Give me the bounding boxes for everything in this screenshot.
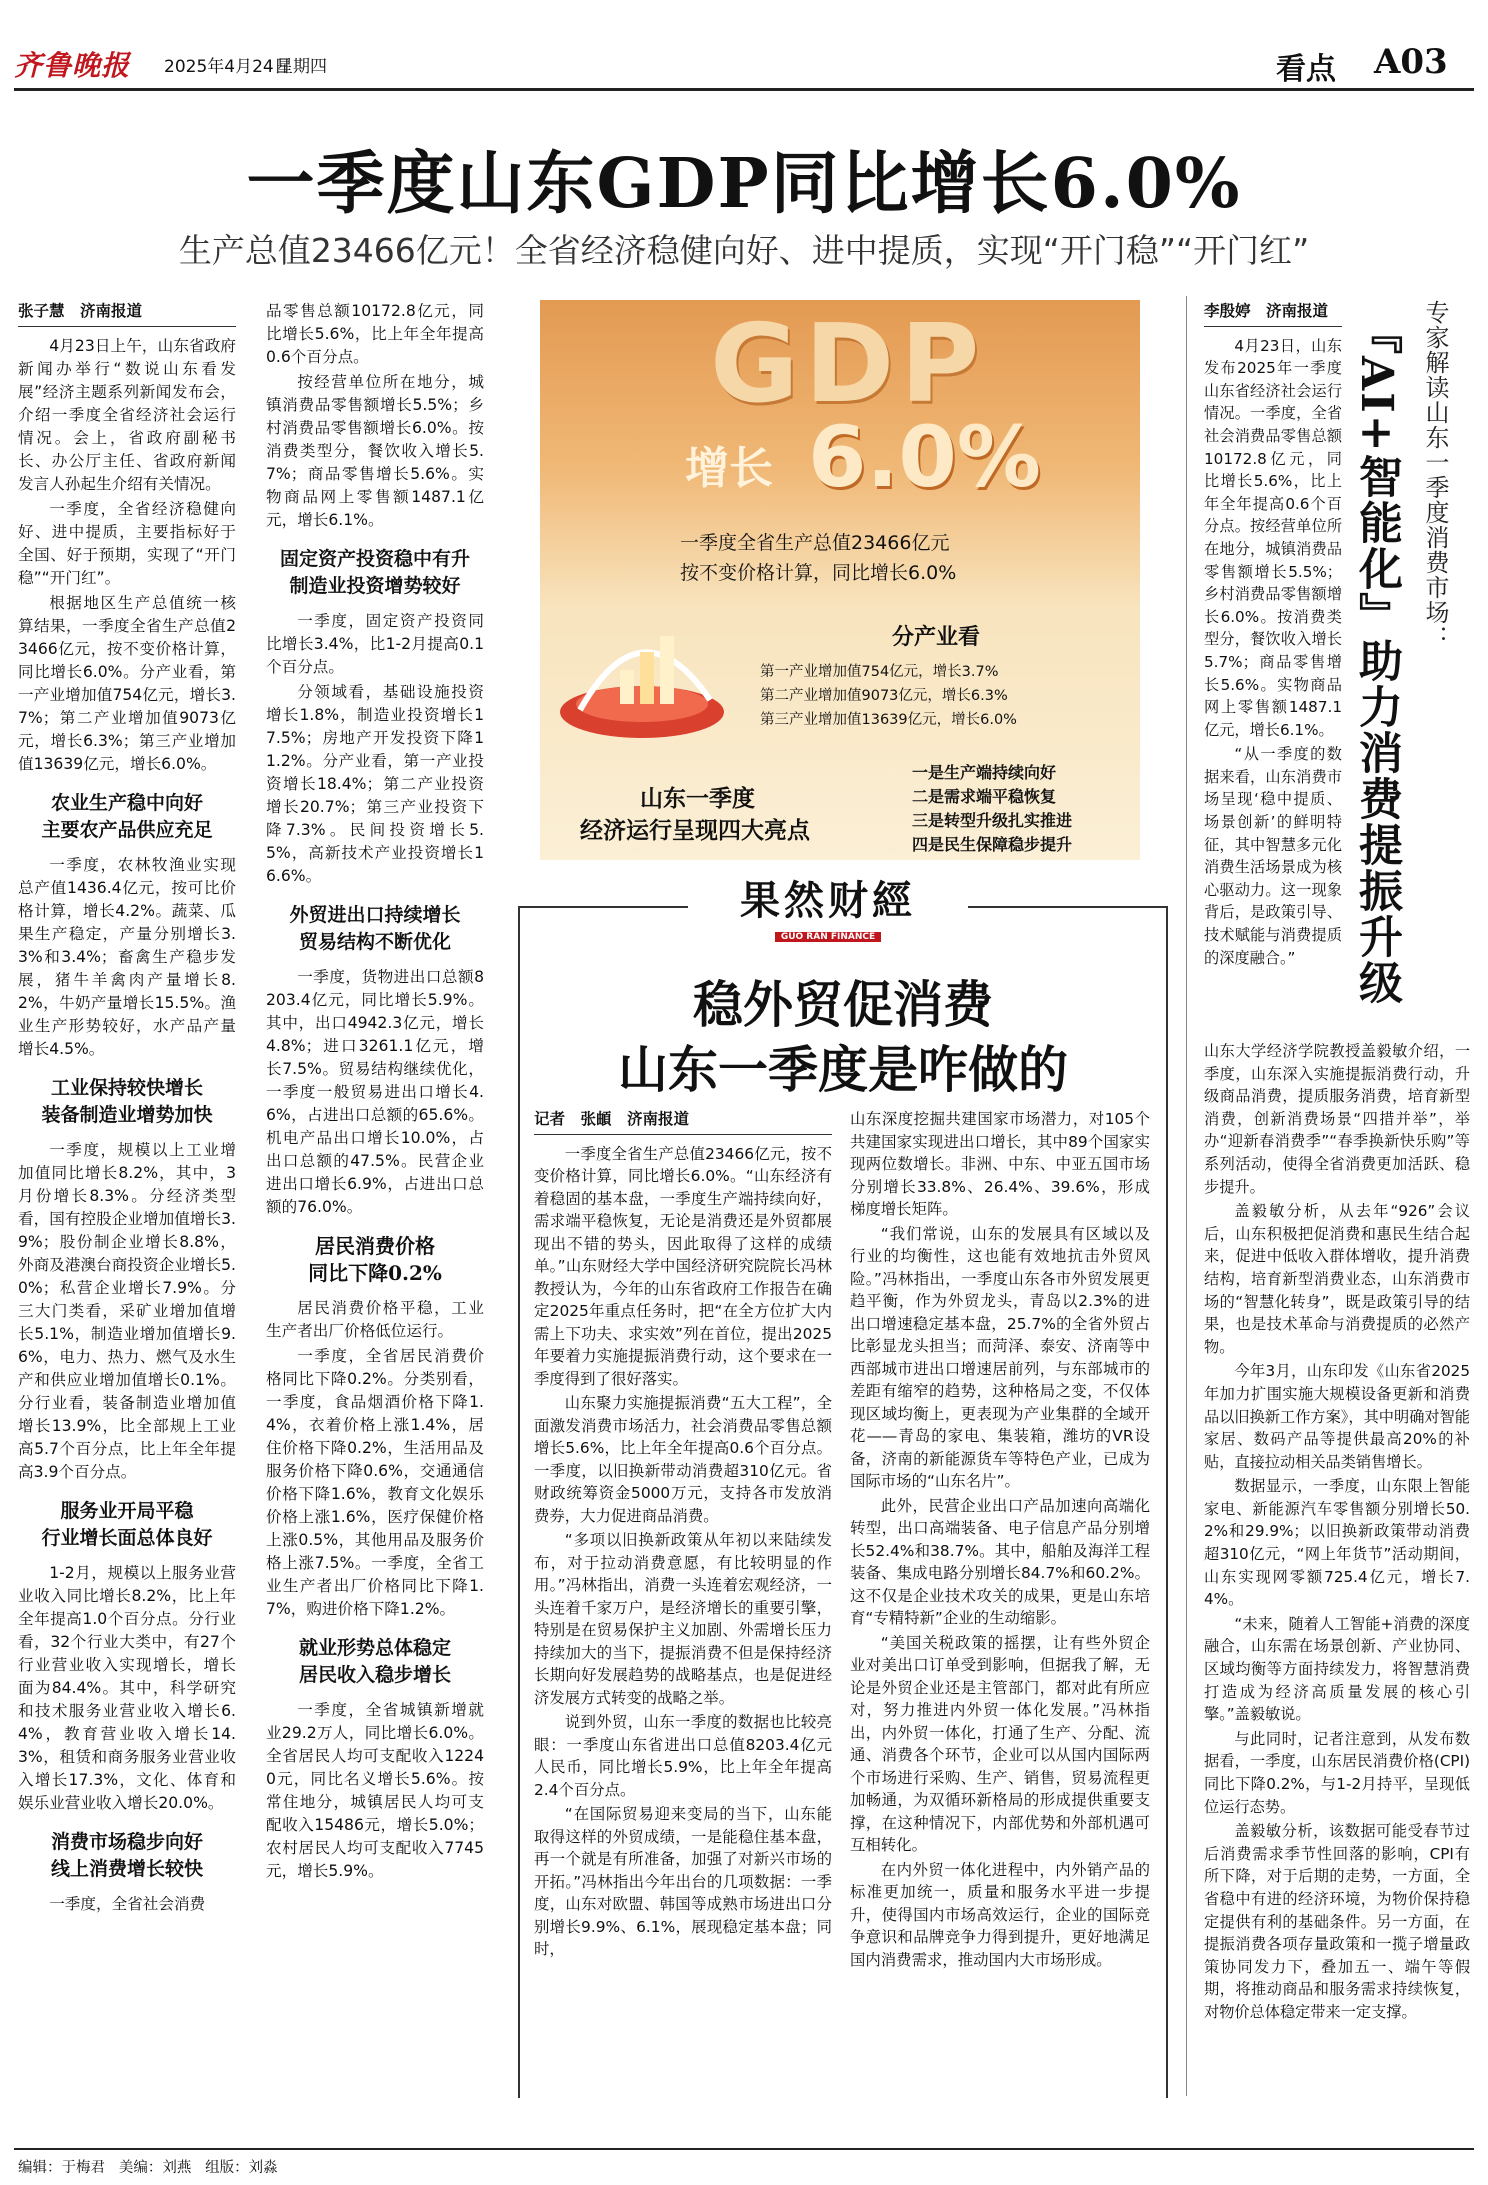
byline-main: 张子慧 济南报道 — [18, 300, 236, 327]
paragraph: 一季度全省生产总值23466亿元，按不变价格计算，同比增长6.0%。“山东经济有着稳固的基本盘，一季度生产端持续向好，需求端平稳恢复，无论是消费还是外贸都展现出不错的势头，因此取得了这样的成绩单。”山东财经大学中国经济研究院院长冯林教授认为，今年的山东省政府工作报告在确定2025年重点任务时，把“在全方位扩大内需上下功夫、求实效”列在首位，提出2025年要着力实施提振消费行动，这个要求在一季度得到了很好落实。 — [534, 1144, 832, 1388]
finance-column-a — [534, 1108, 832, 1963]
finance-title-1: 稳外贸促消费 — [693, 975, 993, 1034]
subheading: 农业生产稳中向好 主要农产品供应充足 — [41, 792, 213, 841]
footer-credits — [18, 2156, 278, 2177]
finance-column-b — [850, 1108, 1150, 1973]
paragraph: 品零售总额10172.8亿元，同比增长5.6%，比上年全年提高0.6个百分点。 — [266, 302, 484, 366]
issue-weekday: 星期四 — [276, 57, 327, 77]
paper-logo: 齐鲁晚报 — [14, 49, 131, 82]
paragraph: “未来，随着人工智能+消费的深度融合，山东需在场景创新、产业协同、区域均衡等方面持续发力，将智慧消费打造成为经济高质量发展的核心引擎。”盖毅敏说。 — [1204, 1614, 1470, 1724]
paragraph: 一季度，全省居民消费价格同比下降0.2%。分类别看，一季度，食品烟酒价格下降1.4%，衣着价格上涨1.4%，居住价格下降0.2%，生活用品及服务价格下降0.6%，交通通信价格下降1.6%，教育文化娱乐价格上涨1.6%，医疗保健价格上涨0.5%，其他用品及服务价格上涨7.5%。一季度，全省工业生产者出厂价格同比下降1.7%，购进价格下降1.2%。 — [266, 1347, 484, 1618]
paragraph: 说到外贸，山东一季度的数据也比较亮眼：一季度山东省进出口总值8203.4亿元人民币，同比增长5.9%，比上年全年提高2.4个百分点。 — [534, 1713, 832, 1799]
growth-value: 6.0% — [808, 408, 1041, 506]
paragraph: 山东深度挖掘共建国家市场潜力，对105个共建国家实现进出口增长，其中89个国家实现两位数增长。非洲、中东、中亚五国市场分别增长33.8%、26.4%、39.6%，形成梯度增长矩阵。 — [850, 1110, 1150, 1218]
footer-layout: 组版：刘淼 — [205, 2160, 278, 2176]
paragraph: 一季度，全省城镇新增就业29.2万人，同比增长6.0%。全省居民人均可支配收入12240元，同比名义增长5.6%。按常住地分，城镇居民人均可支配收入15486元，增长5.0%；农村居民人均可支配收入7745元，增长5.9%。 — [266, 1701, 484, 1880]
section-name: 看点 — [1276, 52, 1336, 87]
paragraph: 4月23日上午，山东省政府新闻办举行“数说山东看发展”经济主题系列新闻发布会，介绍一季度全省经济社会运行情况。会上，省政府副秘书长、办公厅主任、省政府新闻发言人孙起生介绍有关情况。 — [18, 337, 236, 493]
finance-logo: 果然财經 — [740, 877, 916, 924]
growth-label: 增长 — [685, 443, 773, 494]
subheading: 就业形势总体稳定 居民收入稳步增长 — [298, 1637, 451, 1686]
paragraph: “美国关税政策的摇摆，让有些外贸企业对美出口订单受到影响，但据我了解，无论是外贸企业还是主管部门，都对此有所应对，努力推进内外贸一体化发展。”冯林指出，内外贸一体化，打通了生产、分配、流通、消费各个环节，企业可以从国内国际两个市场进行采购、生产、销售，贸易流程更加畅通，为双循环新格局的形成提供重要支撑，在这种情况下，内部优势和外部机遇可互相转化。 — [850, 1633, 1150, 1854]
paragraph: 4月23日，山东发布2025年一季度山东省经济社会运行情况。一季度，全省社会消费品零售总额10172.8亿元，同比增长5.6%，比上年全年提高0.6个百分点。按经营单位所在地分，城镇消费品零售额增长5.5%；乡村消费品零售额增长6.0%。按消费类型分，餐饮收入增长5.7%；商品零售增长5.6%。实物商品网上零售额1487.1亿元，增长6.1%。 — [1204, 336, 1342, 739]
paragraph: 数据显示，一季度，山东限上智能家电、新能源汽车零售额分别增长50.2%和29.9%；以旧换新政策带动消费超310亿元，“网上年货节”活动期间，山东实现网零额725.4亿元，增长7.4%。 — [1204, 1477, 1470, 1609]
main-headline: 一季度山东GDP同比增长6.0% — [246, 144, 1242, 224]
column-divider — [1186, 296, 1187, 2096]
highlight-title-2: 经济运行呈现四大亮点 — [580, 818, 810, 844]
article-column-1 — [18, 300, 236, 1918]
paragraph: 一季度，全省社会消费 — [49, 1895, 206, 1913]
gdp-summary-line-2: 按不变价格计算，同比增长6.0% — [680, 562, 957, 584]
finance-title-2: 山东一季度是咋做的 — [618, 1040, 1068, 1099]
subheading: 服务业开局平稳 行业增长面总体良好 — [41, 1500, 213, 1549]
highlight-3: 三是转型升级扎实推进 — [912, 811, 1073, 830]
paragraph: 一季度，固定资产投资同比增长3.4%，比1-2月提高0.1个百分点。 — [266, 612, 484, 676]
industry-line-1: 第一产业增加值754亿元，增长3.7% — [760, 664, 999, 680]
paragraph: “我们常说，山东的发展具有区域以及行业的均衡性，这也能有效地抗击外贸风险。”冯林指出，一季度山东各市外贸发展更趋平衡，作为外贸龙头，青岛以2.3%的进出口增速稳定基本盘，25.7%的全省外贸占比彰显龙头担当；而菏泽、泰安、济南等中西部城市进出口增速居前列，与东部城市的差距有缩窄的趋势，这种格局之变，不仅体现区域均衡上，更表现为产业集群的全域开花——青岛的家电、集装箱，潍坊的VR设备，济南的新能源货车等特色产业，已成为国际市场的“山东名片”。 — [850, 1224, 1150, 1490]
paragraph: 盖毅敏分析，从去年“926”会议后，山东积极把促消费和惠民生结合起来，促进中低收入群体增收，提升消费结构，培育新型消费业态，山东消费市场的“智慧化转身”，既是政策引导的结果，也是技术革命与消费提质的必然产物。 — [1204, 1202, 1470, 1356]
industry-line-2: 第二产业增加值9073亿元，增长6.3% — [760, 688, 1008, 704]
paragraph: “多项以旧换新政策从年初以来陆续发布，对于拉动消费意愿，有比较明显的作用。”冯林指出，消费一头连着宏观经济，一头连着千家万户，是经济增长的重要引擎，特别是在贸易保护主义加剧、外需增长压力持续加大的当下，提振消费不但是保持经济长期向好发展趋势的战略基点，也是促进经济发展方式转变的战略之举。 — [534, 1531, 832, 1707]
paragraph: “从一季度的数据来看，山东消费市场呈现‘稳中提质、场景创新’的鲜明特征，其中智慧多元化消费生活场景成为核心驱动力。这一现象背后，是政策引导、技术赋能与消费提质的深度融合。” — [1204, 745, 1342, 967]
paragraph: 根据地区生产总值统一核算结果，一季度全省生产总值23466亿元，按不变价格计算，同比增长6.0%。分产业看，第一产业增加值754亿元，增长3.7%；第二产业增加值9073亿元，增长6.3%；第三产业增加值13639亿元，增长6.0%。 — [18, 594, 236, 773]
highlight-1: 一是生产端持续向好 — [912, 763, 1057, 782]
paragraph: 一季度，全省经济稳健向好、进中提质，主要指标好于全国、好于预期，实现了“开门稳”“开门红”。 — [18, 500, 236, 587]
gdp-infographic — [540, 300, 1140, 860]
paragraph: “在国际贸易迎来变局的当下，山东能取得这样的外贸成绩，一是能稳住基本盘，再一个就是有所准备，加强了对新兴市场的开拓。”冯林指出今年出台的几项数据：一季度，山东对欧盟、韩国等成熟市场进出口分别增长9.9%、6.1%，展现稳定基本盘；同时， — [534, 1805, 832, 1958]
paragraph: 此外，民营企业出口产品加速向高端化转型，出口高端装备、电子信息产品分别增长52.4%和38.7%。其中，船舶及海洋工程装备、集成电路分别增长84.7%和60.2%。这不仅是企业技术攻关的成果，更是山东培育“专精特新”企业的生动缩影。 — [850, 1496, 1150, 1627]
ai-kicker: 专家解读山东一季度消费市场： — [1421, 300, 1449, 650]
paragraph: 山东聚力实施提振消费“五大工程”，全面激发消费市场活力，社会消费品零售总额增长5.6%，比上年全年提高0.6个百分点。一季度，以旧换新带动消费超310亿元。省财政统筹资金5000万元，支持各市发放消费券，大力促进商品消费。 — [534, 1394, 832, 1525]
masthead — [14, 42, 1474, 87]
ai-column-wide — [1204, 1040, 1470, 2026]
paragraph: 居民消费价格平稳，工业生产者出厂价格低位运行。 — [266, 1299, 484, 1340]
page-code: A03 — [1374, 42, 1448, 82]
finance-logo-sub: GUO RAN FINANCE — [775, 932, 881, 942]
ai-title: 『AI+智能化』助力消费提振升级 — [1351, 310, 1402, 1006]
highlight-4: 四是民生保障稳步提升 — [912, 835, 1073, 854]
paragraph: 分领域看，基础设施投资增长1.8%，制造业投资增长17.5%；房地产开发投资下降11.2%。分产业看，第一产业投资增长18.4%；第二产业投资增长20.7%；第三产业投资下降7.3%。民间投资增长5.5%，高新技术产业投资增长16.6%。 — [266, 683, 484, 885]
issue-date: 2025年4月24日 — [164, 57, 291, 77]
paragraph: 1-2月，规模以上服务业营业收入同比增长8.2%，比上年全年提高1.0个百分点。分行业看，32个行业大类中，有27个行业营业收入实现增长，增长面为84.4%。其中，科学研究和技术服务业营业收入增长6.4%，教育营业收入增长14.3%，租赁和商务服务业营业收入增长17.3%，文化、体育和娱乐业营业收入增长20.0%。 — [18, 1564, 236, 1812]
subheading: 消费市场稳步向好 线上消费增长较快 — [50, 1831, 203, 1880]
paragraph: 今年3月，山东印发《山东省2025年加力扩围实施大规模设备更新和消费品以旧换新工作方案》，其中明确对智能家居、数码产品等提供最高20%的补贴，直接拉动相关品类销售增长。 — [1204, 1362, 1470, 1471]
subheading: 工业保持较快增长 装备制造业增势加快 — [41, 1077, 213, 1126]
industry-title: 分产业看 — [892, 625, 981, 650]
footer-editor: 编辑：于梅君 — [18, 2160, 105, 2176]
subheading: 居民消费价格 同比下降0.2% — [308, 1234, 442, 1285]
highlight-title-1: 山东一季度 — [640, 786, 755, 812]
paragraph: 按经营单位所在地分，城镇消费品零售额增长5.5%；乡村消费品零售额增长6.0%。按消费类型分，餐饮收入增长5.7%；商品零售增长5.6%。实物商品网上零售额1487.1亿元，增长6.1%。 — [266, 373, 484, 529]
paragraph: 盖毅敏分析，该数据可能受春节过后消费需求季节性回落的影响，CPI有所下降，对于后期的走势，一方面，全省稳中有进的经济环境，为物价保持稳定提供有利的基础条件。另一方面，在提振消费各项存量政策和一揽子增量政策协同发力下，叠加五一、端午等假期，将推动商品和服务需求持续恢复，对物价总体稳定带来一定支撑。 — [1204, 1822, 1470, 2021]
byline-finance: 记者 张頔 济南报道 — [534, 1108, 832, 1135]
subheading: 外贸进出口持续增长 贸易结构不断优化 — [289, 904, 461, 953]
paragraph: 与此同时，记者注意到，从发布数据看，一季度，山东居民消费价格(CPI)同比下降0.2%，与1-2月持平，呈现低位运行态势。 — [1204, 1729, 1470, 1816]
subheading: 固定资产投资稳中有升 制造业投资增势较好 — [279, 548, 470, 597]
finance-logo-wrap — [688, 877, 968, 942]
paragraph: 一季度，货物进出口总额8203.4亿元，同比增长5.9%。其中，出口4942.3亿元，增长4.8%；进口3261.1亿元，增长7.5%。贸易结构继续优化，一季度一般贸易进出口增长4.6%，占进出口总额的65.6%。机电产品出口增长10.0%，占出口总额的47.5%。民营企业进出口增长6.9%，占进出口总额的76.0%。 — [266, 968, 484, 1216]
ai-column-narrow — [1204, 300, 1342, 971]
industry-line-3: 第三产业增加值13639亿元，增长6.0% — [760, 712, 1017, 728]
gdp-summary-line-1: 一季度全省生产总值23466亿元 — [680, 532, 950, 554]
byline-ai: 李殷婷 济南报道 — [1204, 300, 1342, 327]
paragraph: 一季度，规模以上工业增加值同比增长8.2%，其中，3月份增长8.3%。分经济类型看，国有控股企业增加值增长3.9%；股份制企业增长8.8%，外商及港澳台商投资企业增长5.0%；私营企业增长7.9%。分三大门类看，采矿业增加值增长5.1%，制造业增加值增长9.6%，电力、热力、燃气及水生产和供应业增加值增长0.1%。分行业看，装备制造业增加值增长13.9%，比全部规上工业高5.7个百分点，比上年全年提高3.9个百分点。 — [18, 1141, 236, 1481]
masthead-rule — [14, 88, 1474, 91]
highlight-2: 二是需求端平稳恢复 — [912, 787, 1057, 806]
paragraph: 山东大学经济学院教授盖毅敏介绍，一季度，山东深入实施提振消费行动，升级商品消费，提质服务消费，培育新型消费，创新消费场景“四措并举”，举办“迎新春消费季”“春季换新快乐购”等系列活动，使得全省消费更加活跃、稳步提升。 — [1204, 1042, 1470, 1196]
globe-bar-illustration — [550, 600, 740, 750]
paragraph: 在内外贸一体化进程中，内外销产品的标准更加统一，质量和服务水平进一步提升，使得国内市场高效运行，企业的国际竞争意识和品牌竞争力得到提升，更好地满足国内消费需求，推动国内大市场形成。 — [850, 1860, 1150, 1969]
gdp-big-text: GDP — [710, 302, 986, 427]
footer-rule — [14, 2148, 1474, 2150]
footer-art: 美编：刘燕 — [118, 2160, 192, 2176]
paragraph: 一季度，农林牧渔业实现总产值1436.4亿元，按可比价格计算，增长4.2%。蔬菜、瓜果生产稳定，产量分别增长3.3%和3.4%；畜禽生产稳步发展，猪牛羊禽肉产量增长8.2%，牛奶产量增长15.5%。渔业生产形势较好，水产品产量增长4.5%。 — [18, 856, 236, 1058]
main-subheadline: 生产总值23466亿元！全省经济稳健向好、进中提质，实现“开门稳”“开门红” — [178, 231, 1310, 270]
article-column-2 — [266, 300, 484, 1885]
